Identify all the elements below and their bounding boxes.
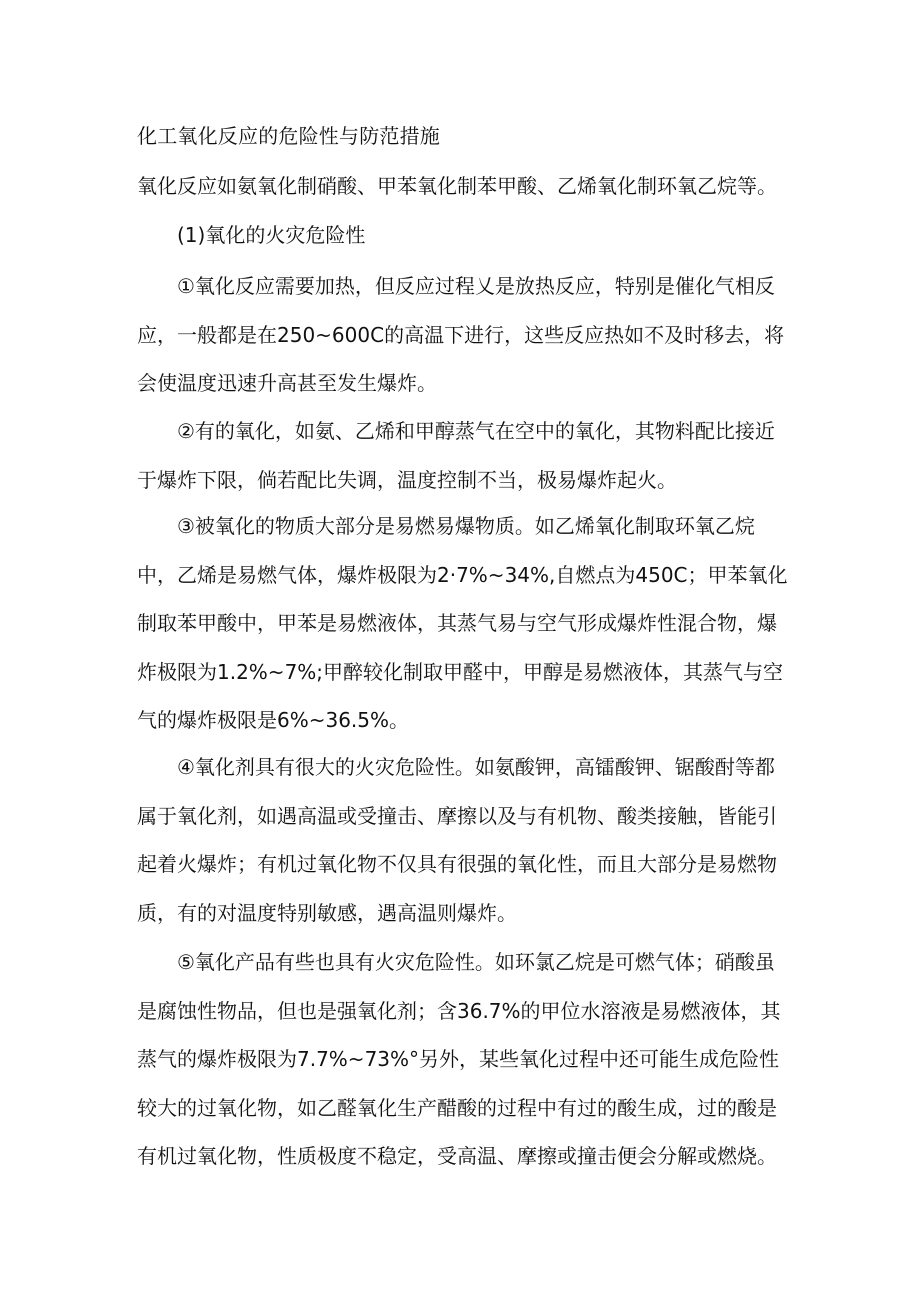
- paragraph-4: ④氧化剂具有很大的火灾危险性。如氨酸钾，高镭酸钾、锯酸酎等都属于氧化剂，如遇高温或受撞击、摩擦以及与有机物、酸类接触，皆能引起着火爆炸；有机过氧化物不仅具有很强的氧化性，而且大部分是易燃物质，有的对温度特别敏感，遇高温则爆炸。: [137, 755, 777, 925]
- intro-paragraph: 氧化反应如氨氧化制硝酸、甲苯氧化制苯甲酸、乙烯氧化制环氧乙烷等。: [137, 174, 777, 198]
- paragraph-1: ①氧化反应需要加热，但反应过程乂是放热反应，特别是催化气相反应，一般都是在250~600C的高温下进行，这些反应热如不及时移去，将会使温度迅速升高甚至发生爆炸。: [137, 274, 785, 396]
- paragraph-3: ③被氧化的物质大部分是易燃易爆物质。如乙烯氧化制取环氧乙烷中，乙烯是易燃气体，爆炸极限为2·7%~34%,自燃点为450C；甲苯氧化制取苯甲酸中，甲苯是易燃液体，其蒸气易与空气形成爆炸性混合物，爆炸极限为1.2%~7%;甲醉较化制取甲醛中，甲醇是易燃液体，其蒸气与空气的爆炸极限是6%~36.5%。: [137, 514, 788, 733]
- section-title: (1)氧化的火灾危险性: [177, 223, 366, 247]
- paragraph-5: ⑤氧化产品有些也具有火灾危险性。如环氯乙烷是可燃气体；硝酸虽是腐蚀性物品，但也是强氧化剂；含36.7%的甲位水溶液是易燃液体，其蒸气的爆炸极限为7.7%~73%°另外，某些氧化过程中还可能生成危险性较大的过氧化物，如乙醛氧化生产醋酸的过程中有过的酸生成，过的酸是有机过氧化物，性质极度不稳定，受高温、摩擦或撞击便会分解或燃烧。: [137, 950, 781, 1169]
- document-title: 化工氧化反应的危险性与防范措施: [137, 124, 440, 148]
- paragraph-2: ②有的氧化，如氨、乙烯和甲醇蒸气在空中的氧化，其物料配比接近于爆炸下限，倘若配比失调，温度控制不当，极易爆炸起火。: [137, 419, 775, 492]
